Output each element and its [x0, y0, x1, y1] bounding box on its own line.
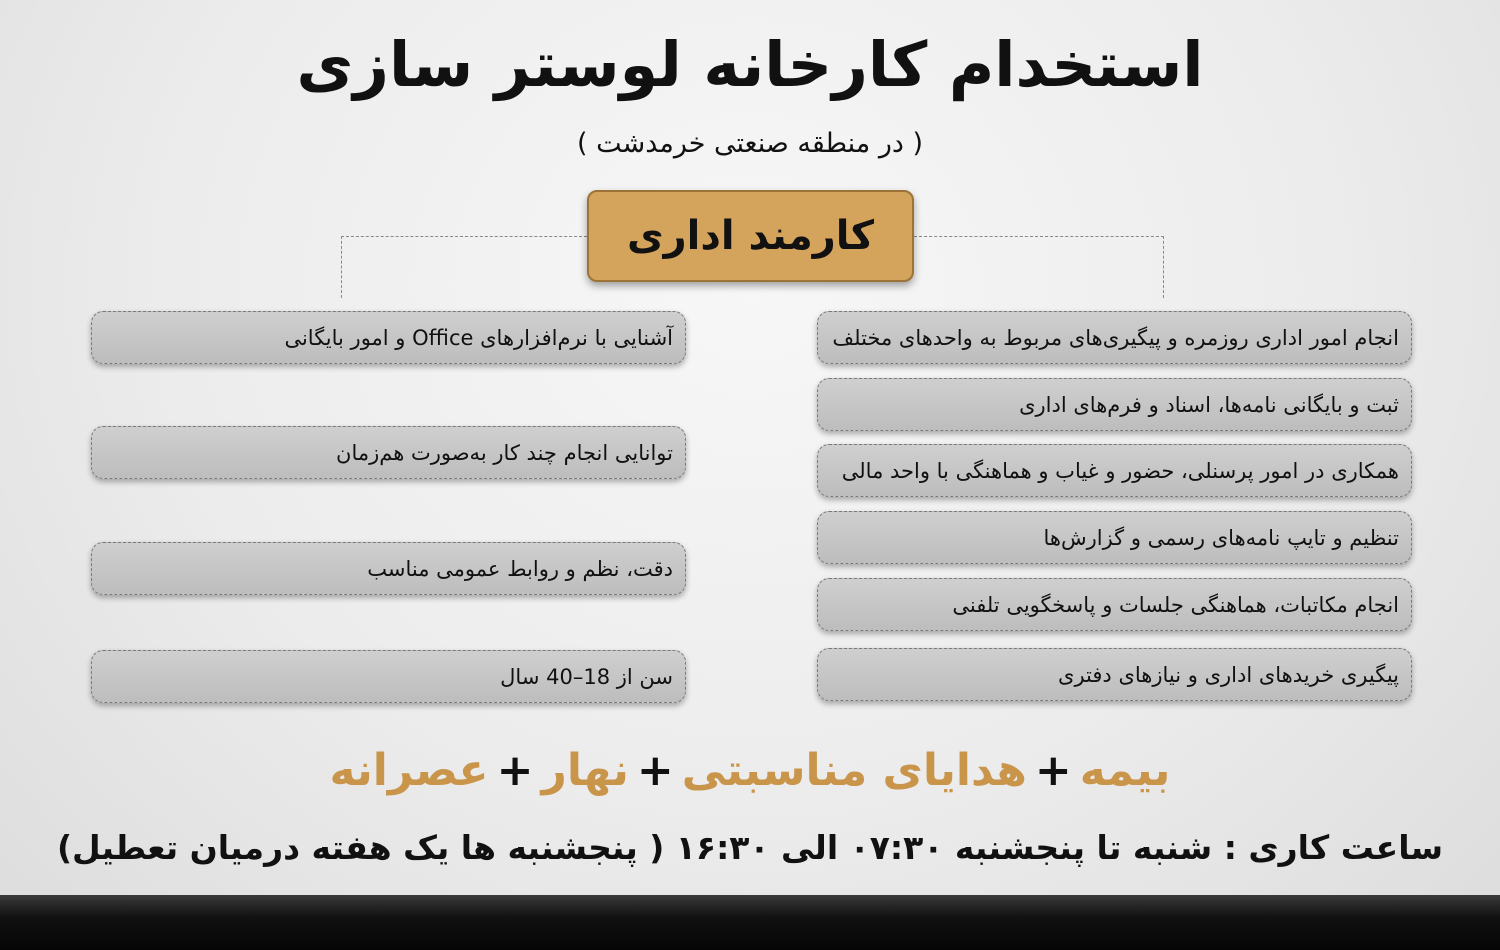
connector-left	[341, 236, 587, 298]
benefit-gifts: هدایای مناسبتی	[681, 745, 1027, 796]
benefit-snack: عصرانه	[329, 745, 489, 796]
benefit-lunch: نهار	[541, 745, 629, 796]
location-subtitle: ( در منطقه صنعتی خرمدشت )	[576, 128, 924, 159]
benefit-insurance: بیمه	[1079, 745, 1171, 796]
duty-item: انجام مکاتبات، هماهنگی جلسات و پاسخگویی تلفنی	[817, 578, 1412, 631]
working-hours: ساعت کاری : شنبه تا پنجشنبه ۰۷:۳۰ الی ۱۶:۳۰ ( پنجشنبه ها یک هفته درمیان تعطیل)	[56, 828, 1444, 867]
duty-item: تنظیم و تایپ نامه‌های رسمی و گزارش‌ها	[817, 511, 1412, 564]
requirement-item: سن از 18–40 سال	[91, 650, 686, 703]
benefits-line	[0, 745, 1500, 796]
duty-item: ثبت و بایگانی نامه‌ها، اسناد و فرم‌های اداری	[817, 378, 1412, 431]
bottom-band	[0, 895, 1500, 950]
requirement-item: دقت، نظم و روابط عمومی مناسب	[91, 542, 686, 595]
requirement-item: آشنایی با نرم‌افزارهای Office و امور بایگانی	[91, 311, 686, 364]
requirement-item: توانایی انجام چند کار به‌صورت هم‌زمان	[91, 426, 686, 479]
duty-item: انجام امور اداری روزمره و پیگیری‌های مربوط به واحدهای مختلف	[817, 311, 1412, 364]
plus-sign: +	[636, 745, 674, 796]
page-title: استخدام کارخانه لوستر سازی	[296, 28, 1204, 101]
plus-sign: +	[496, 745, 534, 796]
duty-item: پیگیری خریدهای اداری و نیازهای دفتری	[817, 648, 1412, 701]
plus-sign: +	[1034, 745, 1072, 796]
job-role-badge: کارمند اداری	[587, 190, 914, 282]
connector-right	[914, 236, 1164, 298]
duty-item: همکاری در امور پرسنلی، حضور و غیاب و هماهنگی با واحد مالی	[817, 444, 1412, 497]
